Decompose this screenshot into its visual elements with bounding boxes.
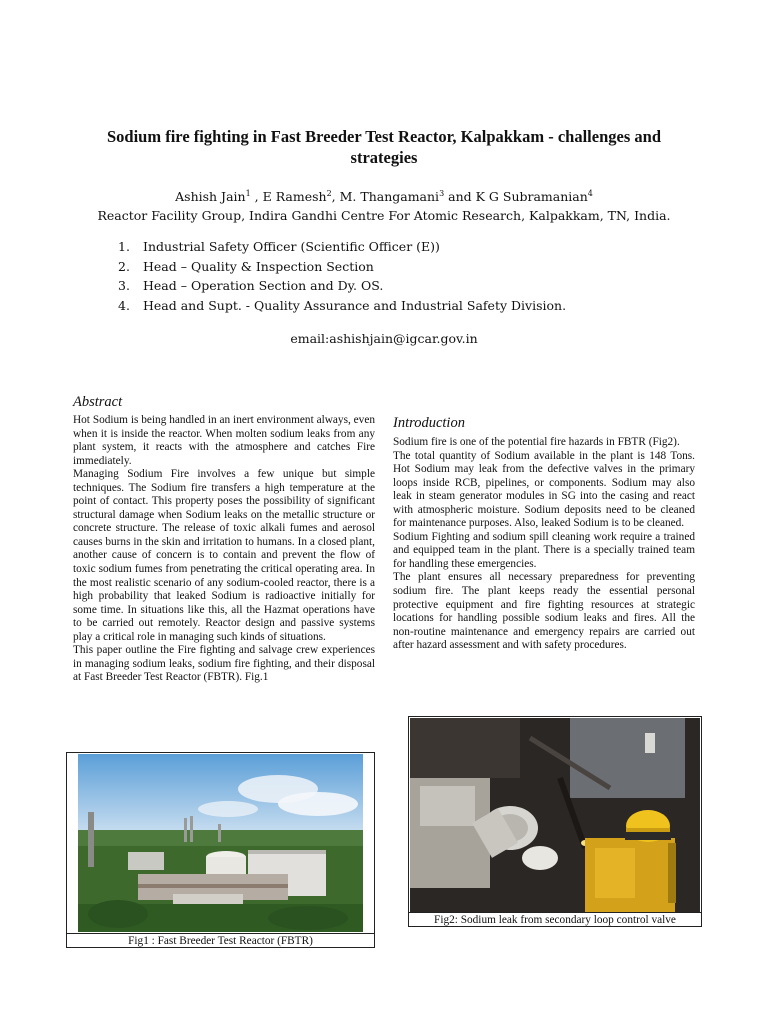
sodium-leak-photo [410,718,700,912]
designation-text: Head – Quality & Inspection Section [143,258,374,274]
designation-text: Head – Operation Section and Dy. OS. [143,278,384,293]
abstract-paragraph: This paper outline the Fire fighting and salvage crew experiences in managing sodium leaks, sodium fire fighting, and their disposal at Fast Breeder Test Reactor (FBTR). Fig.1 [73,644,375,684]
title-line-1: Sodium fire fighting in Fast Breeder Test Reactor, Kalpakkam - challenges and [106,127,661,146]
designation-number: 3. [118,278,130,293]
author-sup: 2 [326,189,332,198]
figure-2 [408,716,702,927]
title-line-2: strategies [350,148,418,167]
introduction-paragraph: Sodium Fighting and sodium spill cleaning work require a trained and equipped team in the plant. There is a specially trained team for handling these emergencies. [393,530,695,570]
reactor-site-photo [78,754,363,932]
author-block [40,184,728,225]
designation-number: 2. [118,258,130,274]
designation-text: Industrial Safety Officer (Scientific Officer (E)) [143,239,440,254]
designation-item [118,257,678,277]
designation-number: 4. [118,297,130,313]
author-name: M. Thangamani [339,189,440,205]
designation-number: 1. [118,239,130,254]
introduction-paragraph: Sodium fire is one of the potential fire hazards in FBTR (Fig2). [393,436,680,448]
reactor-site-illustration [78,754,363,932]
author-name: E Ramesh [262,189,327,205]
affiliation: Reactor Facility Group, Indira Gandhi Centre For Atomic Research, Kalpakkam, TN, India. [97,208,671,224]
paper-title [60,126,708,168]
author-name: Ashish Jain [175,189,246,205]
author-list [40,184,728,206]
designation-item [118,296,678,316]
author-sep: , [250,189,263,205]
abstract-body [73,414,375,685]
designation-list [118,237,678,315]
designation-item [118,276,678,296]
introduction-heading: Introduction [393,415,465,431]
author-sep: and [444,189,476,205]
figure-1-caption: Fig1 : Fast Breeder Test Reactor (FBTR) [67,933,374,948]
designation-text: Head and Supt. - Quality Assurance and Industrial Safety Division. [143,297,567,313]
introduction-paragraph: The total quantity of Sodium available in the plant is 148 Tons. Hot Sodium may leak from the defective valves in the primary loops inside RCB, pipelines, or components. Sodium may also leak in steam generator modules in SG into the casing and react with atmospheric moisture. Sodium deposits need to be cleaned for maintenance purposes. Also, leaked Sodium is to be cleaned. [393,449,695,530]
abstract-paragraph: Managing Sodium Fire involves a few unique but simple techniques. The Sodium fire transfers a high temperature at the point of contact. This property poses the possibility of significant structural damage when Sodium leaks on the metallic structure or concrete structure. The release of toxic alkali fumes and aerosol causes burns in the skin and irritation to humans. In a closed plant, another cause of concern is to contain and prevent the flow of toxic sodium fumes from penetrating the critical operating area. In the most realistic scenario of any sodium-cooled reactor, there is a high probability that leaked Sodium is radioactive initially for some time. In situations like this, all the Hazmat operations have to be carried out remotely. Reactor design and passive systems play a critical role in managing such kinds of situations. [73,468,375,643]
figure-2-caption: Fig2: Sodium leak from secondary loop control valve [409,912,701,927]
figure-1 [66,752,375,948]
designation-item [118,237,678,257]
email-address: email:ashishjain@igcar.gov.in [290,331,478,346]
abstract-heading: Abstract [73,394,123,410]
introduction-body [393,436,695,653]
author-name: K G Subramanian [475,189,588,205]
author-sup: 3 [439,189,445,198]
author-sep: , [331,189,340,205]
author-sup: 4 [587,189,593,198]
sodium-leak-illustration [410,718,700,912]
introduction-paragraph: The plant ensures all necessary preparedness for preventing sodium fire. The plant keeps ready the essential personal protective equipment and fire fighting resources at strategic locations for handling possible sodium leaks and fires. All the non-routine maintenance and emergency repairs are carried out after hazard assessment and with safety procedures. [393,571,695,652]
abstract-paragraph: Hot Sodium is being handled in an inert environment always, even when it is inside the reactor. When molten sodium leaks from any plant system, it reacts with the atmosphere and catches Fire immediately. [73,414,375,467]
author-sup: 1 [245,189,251,198]
